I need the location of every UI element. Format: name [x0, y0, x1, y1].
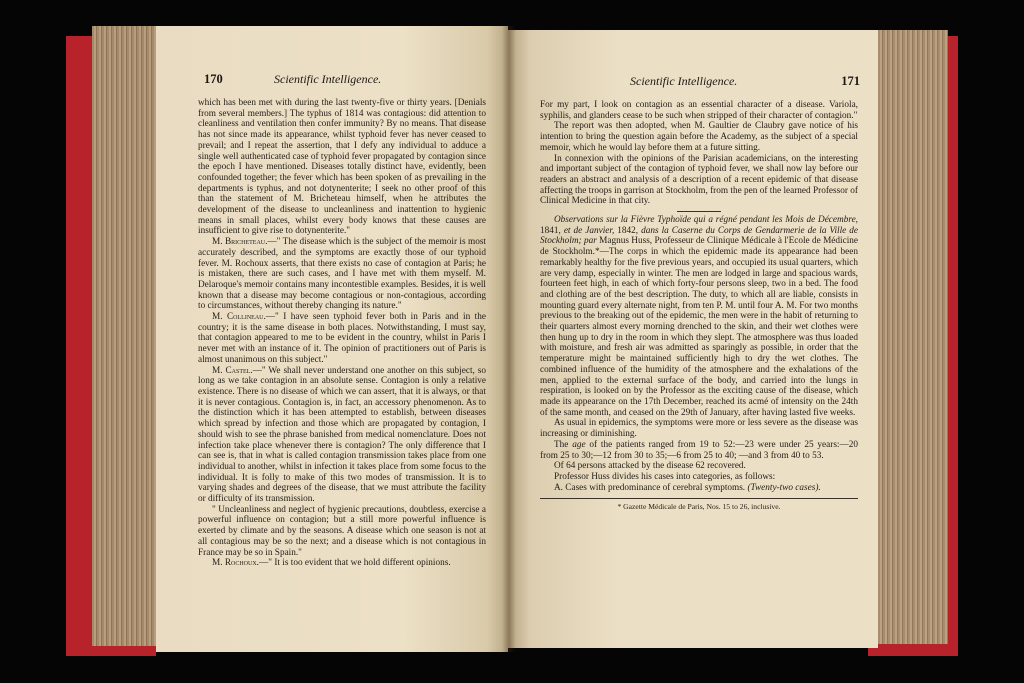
footnote: * Gazette Médicale de Paris, Nos. 15 to 26, inclusive.: [617, 502, 781, 512]
speech-text: —" I have seen typhoid fever both in Paris and in the country; it is the same disease in both places. Notwithstanding, I must say, that contagion appeared to me to be evident in the country, whilst in Paris I never met with an instance of it. The opinion of practitioners out of Paris is almost unanimous on this subject.": [198, 312, 486, 365]
book-gutter: [502, 26, 516, 652]
left-page: [156, 26, 508, 652]
citation-place: dans la Caserne du Corps de Gendarmerie de la Ville de Stockholm; par: [540, 225, 859, 247]
citation-date: 1842,: [614, 225, 642, 236]
open-book: [66, 26, 958, 658]
paragraph-text: A. Cases with predominance of cerebral symptoms.: [554, 482, 748, 493]
left-page-body: [198, 98, 486, 569]
speaker-name: M. Bricheteau.: [212, 237, 268, 248]
paragraph: [198, 237, 486, 312]
speaker-name: M. Rochoux.: [212, 558, 259, 569]
paragraph: As usual in epidemics, the symptoms were more or less severe as the disease was increasing or diminishing.: [540, 418, 858, 440]
right-page-body: [540, 100, 858, 513]
paragraph: Of 64 persons attacked by the disease 62 recovered.: [554, 461, 746, 472]
speech-text: —" We shall never understand one another on this subject, so long as we take contagion in an absolute sense. Contagion is only a relative existence. There is no disease of which we can assert, that it is always, or that it is never contagious. Contagion is, in fact, an accessory phenomenon. As to the distinction which it has been attempted to establish, between diseases which spread by infection and those which are propagated by contagion, I should wish to see the phrase banished from medical nomenclature. Does not infection take place whenever there is contagion? The only difference that I can see is, that in what is called contagion transmission takes place from one individual to another, whilst in infection it takes place from some focus to the individual. It is folly to make of this two modes of transmission. It is to varying shades and degrees of the disease, that we must attribute the facility or difficulty of its transmission.: [198, 365, 486, 505]
paragraph: [198, 312, 486, 366]
paragraph: " Uncleanliness and neglect of hygienic precautions, doubtless, exercise a powerful influence on contagion; but a still more powerful influence is exerted by climate and by the seasons. A disease which one season is not at all contagious may be so the next; and a disease which is not contagious in France may be so in Spain.": [198, 504, 486, 558]
page-number: 170: [204, 72, 223, 86]
emphasis: (Twenty-two cases).: [747, 482, 821, 493]
speech-text: —" It is too evident that we hold different opinions.: [259, 558, 451, 569]
paragraph-text: The: [554, 439, 573, 450]
page-edges-left: [92, 26, 158, 646]
paragraph: The report was then adopted, when M. Gaultier de Claubry gave notice of his intention to bring the question again before the Academy, as the subject of a special memoir, which he would lay before them at a future sitting.: [540, 121, 858, 153]
citation-paragraph: [540, 215, 858, 418]
page-number: 171: [841, 74, 860, 88]
section-divider: [677, 211, 721, 212]
paragraph: Professor Huss divides his cases into categories, as follows:: [554, 471, 776, 482]
citation-text: et de Janvier,: [563, 225, 615, 236]
citation-date: 1841,: [540, 225, 564, 236]
paragraph: [198, 366, 486, 505]
speaker-name: M. Castel.: [212, 365, 253, 376]
citation-title: Observations sur la Fièvre Typhoïde qui a régné pendant les Mois de Décembre,: [554, 215, 858, 226]
paragraph: [540, 483, 858, 494]
citation-body: —The corps in which the epidemic made its appearance had been remarkably healthy for the five previous years, and occupied its usual quarters, which are very damp, especially in winter. The men are lodged in large and spacious wards, fourteen feet high, in each of which forty-four persons sleep, two in a bed. The food and clothing are of the best description. The duty, to which all are liable, consists in mounting guard every alternate night, from ten P. M. until four A. M. For two months previous to the breaking out of the epidemic, the men were in the habit of returning to their quarters almost every morning drenched to the skin, and their wet clothes were then hung up to dry in the room in which they slept. The atmosphere was thus loaded with moisture, and fresh air was admitted as sparingly as possible, in order that the temperature might be maintained sufficiently high to dry the wet clothes. The combined influence of the humidity of the atmosphere and the exhalations of the men, applied to the external surface of the body, and carried into the lungs in respiration, is looked on by the Professor as the exciting cause of the disease, which made its appearance on the 17th December, reached its acmé of intensity on the 24th of the same month, and ceased on the 29th of January, after having lasted five weeks.: [540, 247, 858, 418]
paragraph: which has been met with during the last twenty-five or thirty years. [Denials from several members.] The typhus of 1814 was contagious: did attention to cleanliness and ventilation then confer immunity? By no means. That disease has not since made its appearance, whilst typhoid fever has never ceased to prevail; and I repeat the assertion, that I defy any individual to adduce a single well authenticated case of typhoid fever propagated by contagion since the epoch I have mentioned. Diseases totally distinct have, evidently, been confounded together; the fever which has been spoken of as prevailing in the departments is typhus, and not dotynenterite; I seek no other proof of this than the statement of M. Bricheteau himself, when he attributes the development of the disease to uncleanliness and inattention to hygienic means in small places, whilst every body knows that these causes are insufficient to give rise to dotynenterite.": [198, 98, 486, 237]
left-page-header: [204, 72, 489, 87]
emphasis: age: [572, 439, 586, 450]
page-edges-right: [878, 30, 948, 644]
right-page: [508, 30, 878, 648]
footnote-rule: [540, 498, 858, 499]
running-head: Scientific Intelligence.: [630, 74, 738, 88]
citation-author: Magnus Huss, Professeur de Clinique Médicale à l'Ecole de Médicine de Stockholm.*: [540, 236, 858, 258]
speech-text: —" The disease which is the subject of the memoir is most accurately described, and the symptoms are exactly those of our typhoid fever. M. Rochoux asserts, that there exists no case of contagion at Paris; he is mistaken, there are such cases, and I have met with them myself. M. Delaroque's memoir contains many incontestible examples. Besides, it is well known that a disease may become contagious or non-contagious, according to circumstances, without thereby changing its nature.": [198, 237, 486, 312]
speaker-name: M. Collineau.: [212, 312, 266, 323]
paragraph: For my part, I look on contagion as an essential character of a disease. Variola, syphilis, and glanders cease to be such when stripped of their character of contagion.": [540, 100, 858, 121]
paragraph: [540, 440, 858, 461]
paragraph: [198, 558, 486, 569]
paragraph: In connexion with the opinions of the Parisian academicians, on the interesting and important subject of the contagion of typhoid fever, we shall now lay before our readers an abstract and analysis of a description of a recent epidemic of that disease affecting the troops in garrison at Stockholm, from the pen of the learned Professor of Clinical Medicine in that city.: [540, 153, 858, 207]
running-head: Scientific Intelligence.: [274, 72, 382, 86]
paragraph-text: of the patients ranged from 19 to 52:—23 were under 25 years:—20 from 25 to 30;—12 from 30 to 35;—6 from 25 to 40; —and 3 from 40 to 53.: [540, 439, 858, 461]
